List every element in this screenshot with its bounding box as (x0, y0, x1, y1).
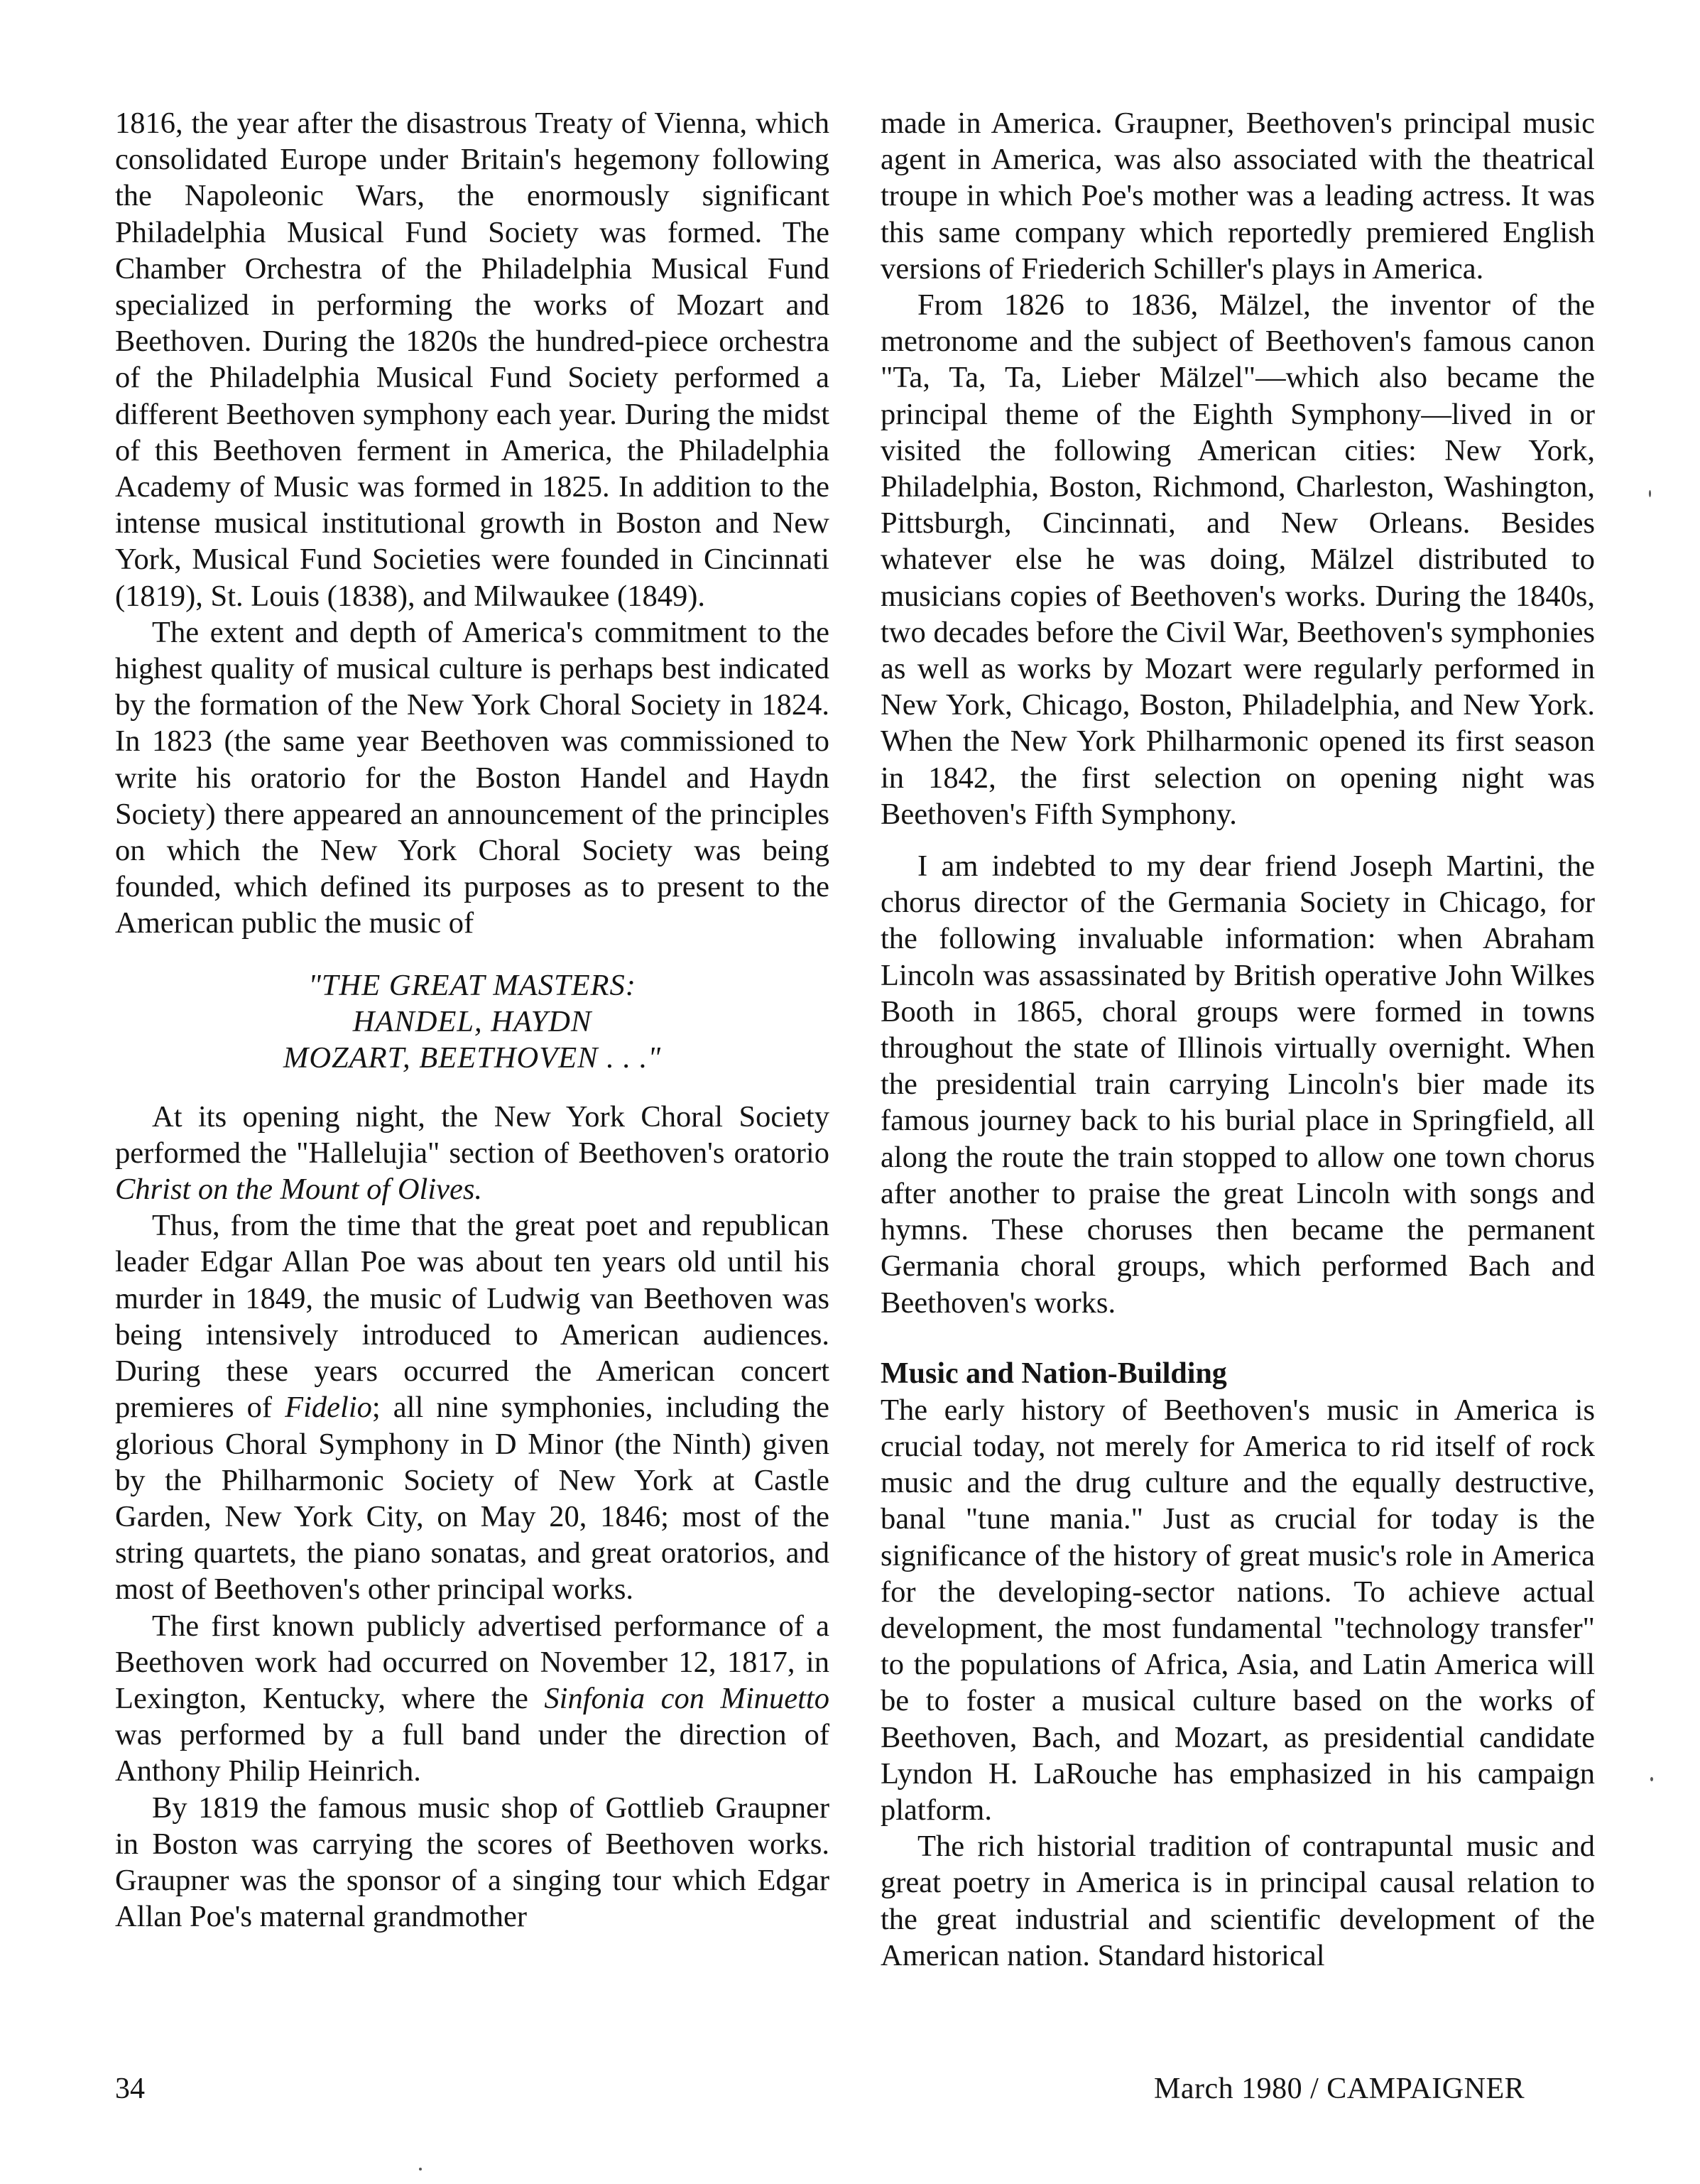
work-title: Fidelio (285, 1391, 372, 1425)
text-run: The first known publicly advertised performance of a Beethoven work had occurred on November 12, 1817, in Lexington, Kentucky, where the (115, 1609, 829, 1715)
quote-block (115, 967, 829, 1076)
quote-line: MOZART, BEETHOVEN . . ." (283, 1041, 662, 1075)
scan-speck (419, 2168, 422, 2171)
left-column (115, 105, 829, 1935)
page-number: 34 (115, 2072, 145, 2105)
paragraph (115, 1207, 829, 1607)
text-run: At its opening night, the New York Choral Society performed the "Hallelujia" section of Beethoven's oratorio (115, 1099, 829, 1170)
paragraph: By 1819 the famous music shop of Gottlieb Graupner in Boston was carrying the scores of Beethoven works. Graupner was the sponsor of a singing tour which Edgar Allan Poe's maternal grandmother (115, 1791, 829, 1934)
running-footer: March 1980 / CAMPAIGNER (1154, 2072, 1525, 2105)
paragraph: I am indebted to my dear friend Joseph Martini, the chorus director of the Germania Society in Chicago, for the following invaluable information: when Abraham Lincoln was assassinated by British operative John Wilkes Booth in 1865, choral groups were formed in towns throughout the state of Illinois virtually overnight. When the presidential train carrying Lincoln's bier made its famous journey back to his burial place in Springfield, all along the route the train stopped to allow one town chorus after another to praise the great Lincoln with songs and hymns. These choruses then became the permanent Germania choral groups, which performed Bach and Beethoven's works. (881, 849, 1595, 1320)
paragraph (115, 1608, 829, 1790)
text-run: was performed by a full band under the direction of Anthony Philip Heinrich. (115, 1718, 829, 1788)
text-run: Thus, from the time that the great poet and republican leader Edgar Allan Poe was about ten years old until his murder in 1849, the music of Ludwig van Beethoven was being intensively introduced to American audiences. During these years occurred the American concert premieres of (115, 1209, 829, 1425)
section-heading: Music and Nation-Building (881, 1357, 1227, 1390)
paragraph: 1816, the year after the disastrous Treaty of Vienna, which consolidated Europe under Britain's hegemony following the Napoleonic Wars, the enormously significant Philadelphia Musical Fund Society was formed. The Chamber Orchestra of the Philadelphia Musical Fund specialized in performing the works of Mozart and Beethoven. During the 1820s the hundred-piece orchestra of the Philadelphia Musical Fund Society performed a different Beethoven symphony each year. During the midst of this Beethoven ferment in America, the Philadelphia Academy of Music was formed in 1825. In addition to the intense musical institutional growth in Boston and New York, Musical Fund Societies were founded in Cincinnati (1819), St. Louis (1838), and Milwaukee (1849). (115, 107, 829, 613)
quote-line: HANDEL, HAYDN (352, 1004, 592, 1038)
scan-speck (1649, 490, 1651, 497)
paragraph: From 1826 to 1836, Mälzel, the inventor of the metronome and the subject of Beethoven's famous canon "Ta, Ta, Ta, Lieber Mälzel"—which also became the principal theme of the Eighth Symphony—lived in or visited the following American cities: New York, Philadelphia, Boston, Richmond, Charleston, Washington, Pittsburgh, Cincinnati, and New Orleans. Besides whatever else he was doing, Mälzel distributed to musicians copies of Beethoven's works. During the 1840s, two decades before the Civil War, Beethoven's symphonies as well as works by Mozart were regularly performed in New York, Chicago, Boston, Philadelphia, and New York. When the New York Philharmonic opened its first season in 1842, the first selection on opening night was Beethoven's Fifth Symphony. (881, 288, 1595, 831)
right-column (881, 105, 1595, 1974)
scan-speck (1650, 1777, 1653, 1781)
work-title: Christ on the Mount of Olives. (115, 1173, 483, 1207)
paragraph: The early history of Beethoven's music in America is crucial today, not merely for America to rid itself of rock music and the drug culture and the equally destructive, banal "tune mania." Just as crucial for today is the significance of the history of great music's role in America for the developing-sector nations. To achieve actual development, the most fundamental "technology transfer" to the populations of Africa, Asia, and Latin America will be to foster a musical culture based on the works of Beethoven, Bach, and Mozart, as presidential candidate Lyndon H. LaRouche has emphasized in his campaign platform. (881, 1393, 1595, 1827)
paragraph (115, 1099, 829, 1208)
quote-line: "THE GREAT MASTERS: (308, 968, 636, 1002)
paragraph: The rich historial tradition of contrapuntal music and great poetry in America is in principal causal relation to the great industrial and scientific development of the American nation. Standard historical (881, 1830, 1595, 1972)
text-run: ; all nine symphonies, including the glorious Choral Symphony in D Minor (the Ninth) given by the Philharmonic Society of New York at Castle Garden, New York City, on May 20, 1846; most of the string quartets, the piano sonatas, and great oratorios, and most of Beethoven's other principal works. (115, 1391, 829, 1607)
paragraph: made in America. Graupner, Beethoven's principal music agent in America, was also associated with the theatrical troupe in which Poe's mother was a leading actress. It was this same company which reportedly premiered English versions of Friederich Schiller's plays in America. (881, 107, 1595, 286)
work-title: Sinfonia con Minuetto (544, 1681, 829, 1715)
paragraph: The extent and depth of America's commitment to the highest quality of musical culture is perhaps best indicated by the formation of the New York Choral Society in 1824. In 1823 (the same year Beethoven was commissioned to write his oratorio for the Boston Handel and Haydn Society) there appeared an announcement of the principles on which the New York Choral Society was being founded, which defined its purposes as to present to the American public the music of (115, 615, 829, 940)
